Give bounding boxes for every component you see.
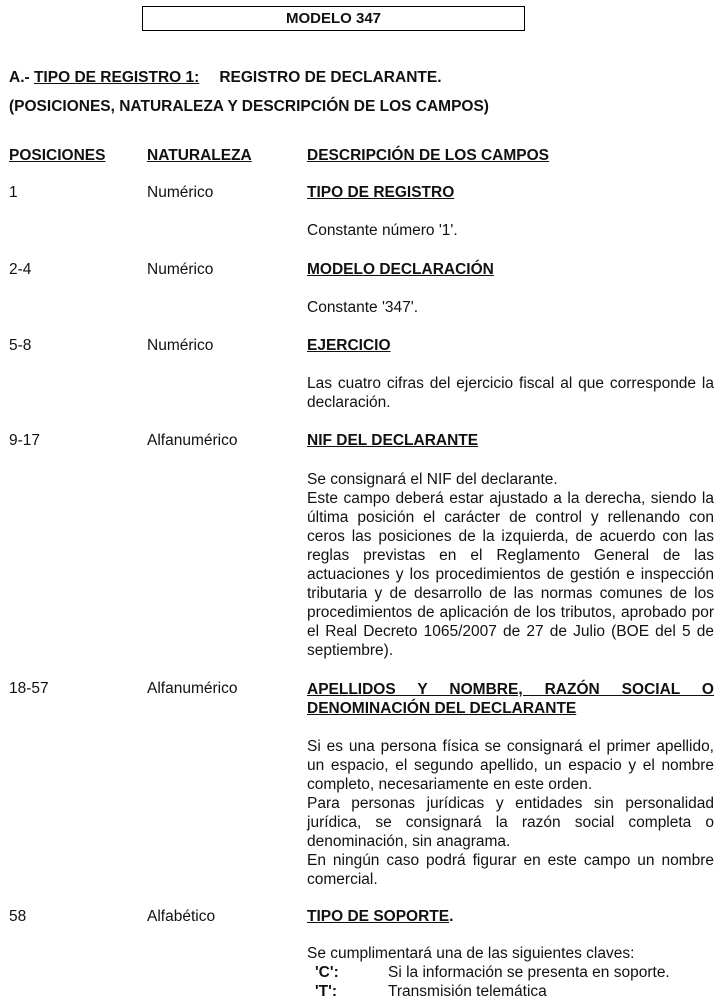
- field-nature: Numérico: [147, 261, 214, 278]
- field-title: MODELO DECLARACIÓN: [307, 261, 494, 278]
- field-title: EJERCICIO: [307, 337, 391, 354]
- field-description: [307, 737, 714, 889]
- field-nature: Alfanumérico: [147, 680, 238, 697]
- field-description-line: Si es una persona física se consignará el primer apellido, un espacio, el segundo apellido, un espacio y el nombre completo, necesariamente en este orden.: [307, 738, 714, 793]
- field-nature: Alfanumérico: [147, 432, 238, 449]
- field-position: 18-57: [9, 680, 49, 697]
- section-prefix: A.-: [9, 69, 34, 86]
- field-description-line: Este campo deberá estar ajustado a la derecha, siendo la última posición el carácter de control y rellenando con ceros las posiciones de la izquierda, de acuerdo con las reglas previstas en el Reglamento General de las actuaciones y los procedimientos de gestión e inspección tributaria y de desarrollo de las normas comunes de los procedimientos de aplicación de los tributos, aprobado por el Real Decreto 1065/2007 de 27 de Julio (BOE del 5 de septiembre).: [307, 490, 714, 659]
- field-title: NIF DEL DECLARANTE: [307, 432, 479, 449]
- code-key: 'T':: [315, 983, 338, 1000]
- field-title: TIPO DE REGISTRO: [307, 184, 455, 201]
- field-description: Constante número '1'.: [307, 222, 458, 239]
- code-value: Transmisión telemática: [388, 983, 547, 1000]
- field-position: 2-4: [9, 261, 32, 278]
- field-title-suffix: .: [449, 908, 454, 925]
- field-description-line: Para personas jurídicas y entidades sin personalidad jurídica, se consignará la razón social completa o denominación, sin anagrama.: [307, 795, 714, 850]
- field-position: 1: [9, 184, 18, 201]
- field-description-line: En ningún caso podrá figurar en este campo un nombre comercial.: [307, 852, 714, 888]
- field-description: Constante '347'.: [307, 299, 419, 316]
- section-subtitle: (POSICIONES, NATURALEZA Y DESCRIPCIÓN DE LOS CAMPOS): [9, 98, 489, 115]
- column-header-positions: POSICIONES: [9, 147, 106, 164]
- column-header-nature: NATURALEZA: [147, 147, 252, 164]
- field-title: TIPO DE SOPORTE: [307, 908, 450, 925]
- field-description: [307, 470, 714, 660]
- code-value: Si la información se presenta en soporte.: [388, 964, 670, 981]
- record-type-label: TIPO DE REGISTRO 1:: [33, 69, 200, 86]
- code-key: 'C':: [315, 964, 339, 981]
- field-title-wrap: [307, 908, 714, 926]
- field-nature: Alfabético: [147, 908, 216, 925]
- field-position: 5-8: [9, 337, 32, 354]
- model-title: MODELO 347: [285, 10, 382, 27]
- field-position: 9-17: [9, 432, 41, 449]
- section-heading: [9, 69, 442, 87]
- field-nature: Numérico: [147, 184, 214, 201]
- field-title: APELLIDOS Y NOMBRE, RAZÓN SOCIAL O DENOMINACIÓN DEL DECLARANTE: [307, 681, 714, 717]
- field-description-line: Se consignará el NIF del declarante.: [307, 471, 558, 488]
- field-position: 58: [9, 908, 27, 925]
- field-nature: Numérico: [147, 337, 214, 354]
- record-type-name: REGISTRO DE DECLARANTE.: [219, 69, 442, 86]
- field-description: Las cuatro cifras del ejercicio fiscal al que corresponde la declaración.: [307, 375, 714, 411]
- field-description: Se cumplimentará una de las siguientes claves:: [307, 945, 635, 962]
- model-title-box: [142, 6, 525, 31]
- column-header-description: DESCRIPCIÓN DE LOS CAMPOS: [307, 147, 549, 164]
